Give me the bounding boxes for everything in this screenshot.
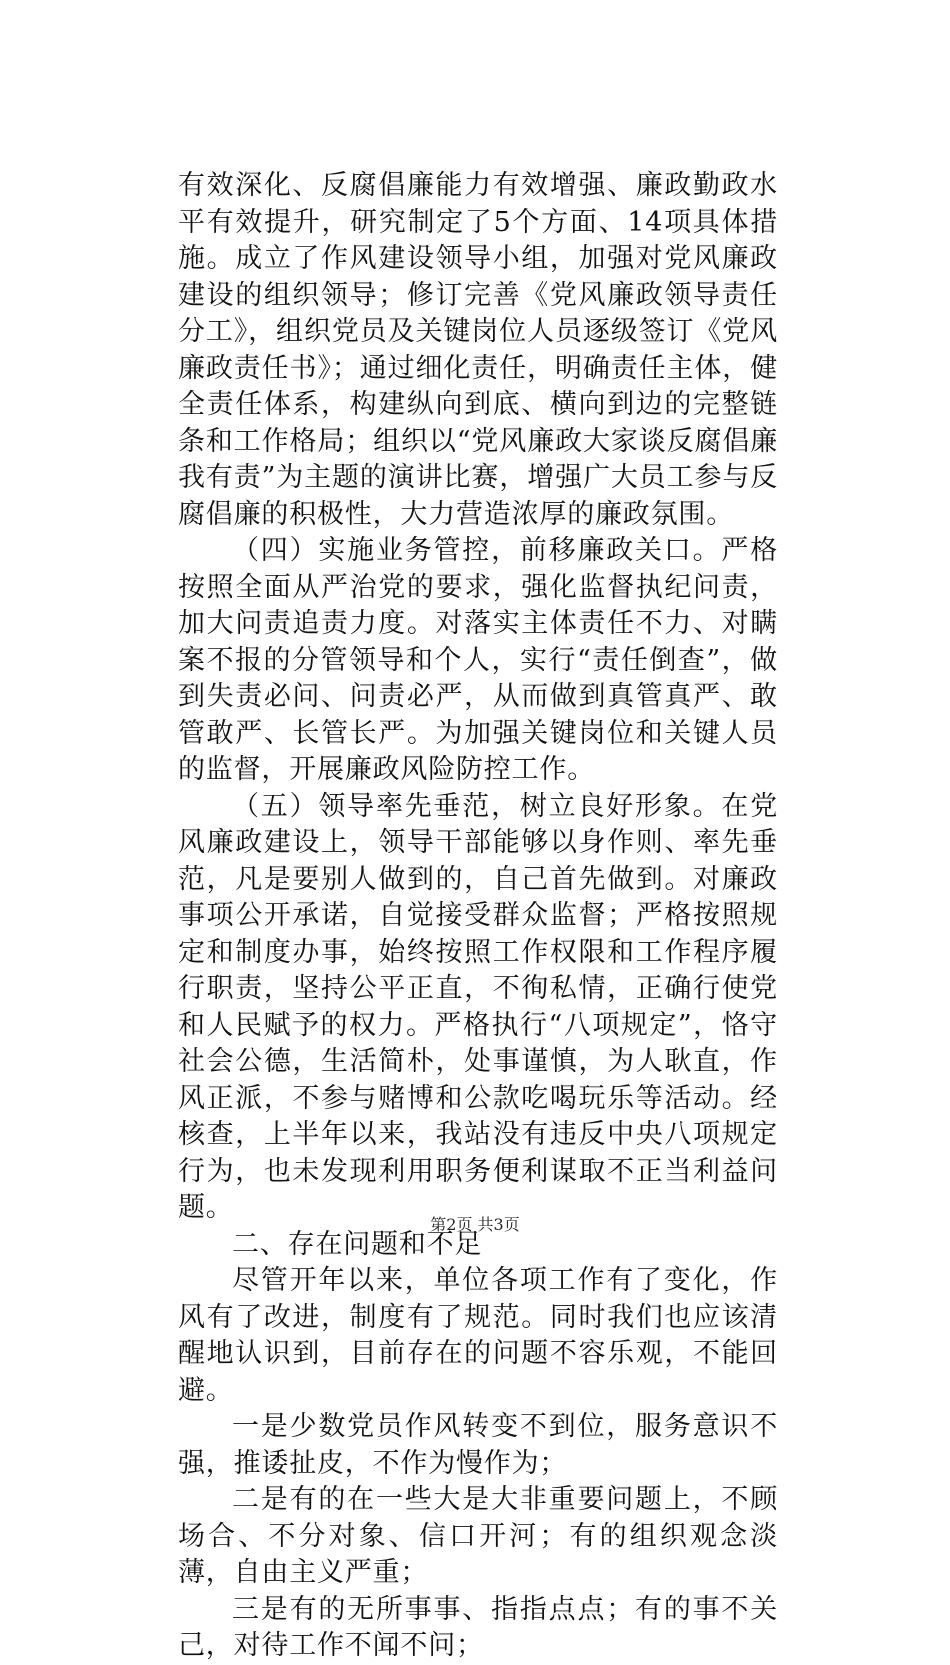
paragraph-problem-three: 三是有的无所事事、指指点点；有的事不关己，对待工作不闻不问； bbox=[178, 1593, 778, 1661]
paragraph-problem-one: 一是少数党员作风转变不到位，服务意识不强，推诿扯皮，不作为慢作为； bbox=[178, 1411, 778, 1479]
paragraph-problem-two: 二是有的在一些大是大非重要问题上，不顾场合、不分对象、信口开河；有的组织观念淡薄，自由主义严重； bbox=[178, 1484, 778, 1588]
paragraph-problems-intro: 尽管开年以来，单位各项工作有了变化，作风有了改进，制度有了规范。同时我们也应该清醒地认识到，目前存在的问题不容乐观，不能回避。 bbox=[178, 1265, 778, 1406]
paragraph-section-five: （五）领导率先垂范，树立良好形象。在党风廉政建设上，领导干部能够以身作则、率先垂范，凡是要别人做到的，自己首先做到。对廉政事项公开承诺，自觉接受群众监督；严格按照规定和制度办事，始终按照工作权限和工作程序履行职责，坚持公平正直，不徇私情，正确行使党和人民赋予的权力。严格执行“八项规定”，恪守社会公德，生活简朴，处事谨慎，为人耿直，作风正派，不参与赌博和公款吃喝玩乐等活动。经核查，上半年以来，我站没有违反中央八项规定行为，也未发现利用职务便利谋取不正当利益问题。 bbox=[178, 790, 778, 1223]
section-heading-problems: 二、存在问题和不足 bbox=[232, 1228, 483, 1260]
document-body bbox=[178, 168, 778, 1665]
page-number-footer: 第2页 共3页 bbox=[430, 1215, 520, 1234]
paragraph-continuation: 有效深化、反腐倡廉能力有效增强、廉政勤政水平有效提升，研究制定了5个方面、14项具体措施。成立了作风建设领导小组，加强对党风廉政建设的组织领导；修订完善《党风廉政领导责任分工》，组织党员及关键岗位人员逐级签订《党风廉政责任书》；通过细化责任，明确责任主体，健全责任体系，构建纵向到底、横向到边的完整链条和工作格局；组织以“党风廉政大家谈反腐倡廉我有责”为主题的演讲比赛，增强广大员工参与反腐倡廉的积极性，大力营造浓厚的廉政氛围。 bbox=[178, 170, 778, 530]
paragraph-section-four: （四）实施业务管控，前移廉政关口。严格按照全面从严治党的要求，强化监督执纪问责，加大问责追责力度。对落实主体责任不力、对瞒案不报的分管领导和个人，实行“责任倒查”，做到失责必问、问责必严，从而做到真管真严、敢管敢严、长管长严。为加强关键岗位和关键人员的监督，开展廉政风险防控工作。 bbox=[178, 535, 778, 785]
